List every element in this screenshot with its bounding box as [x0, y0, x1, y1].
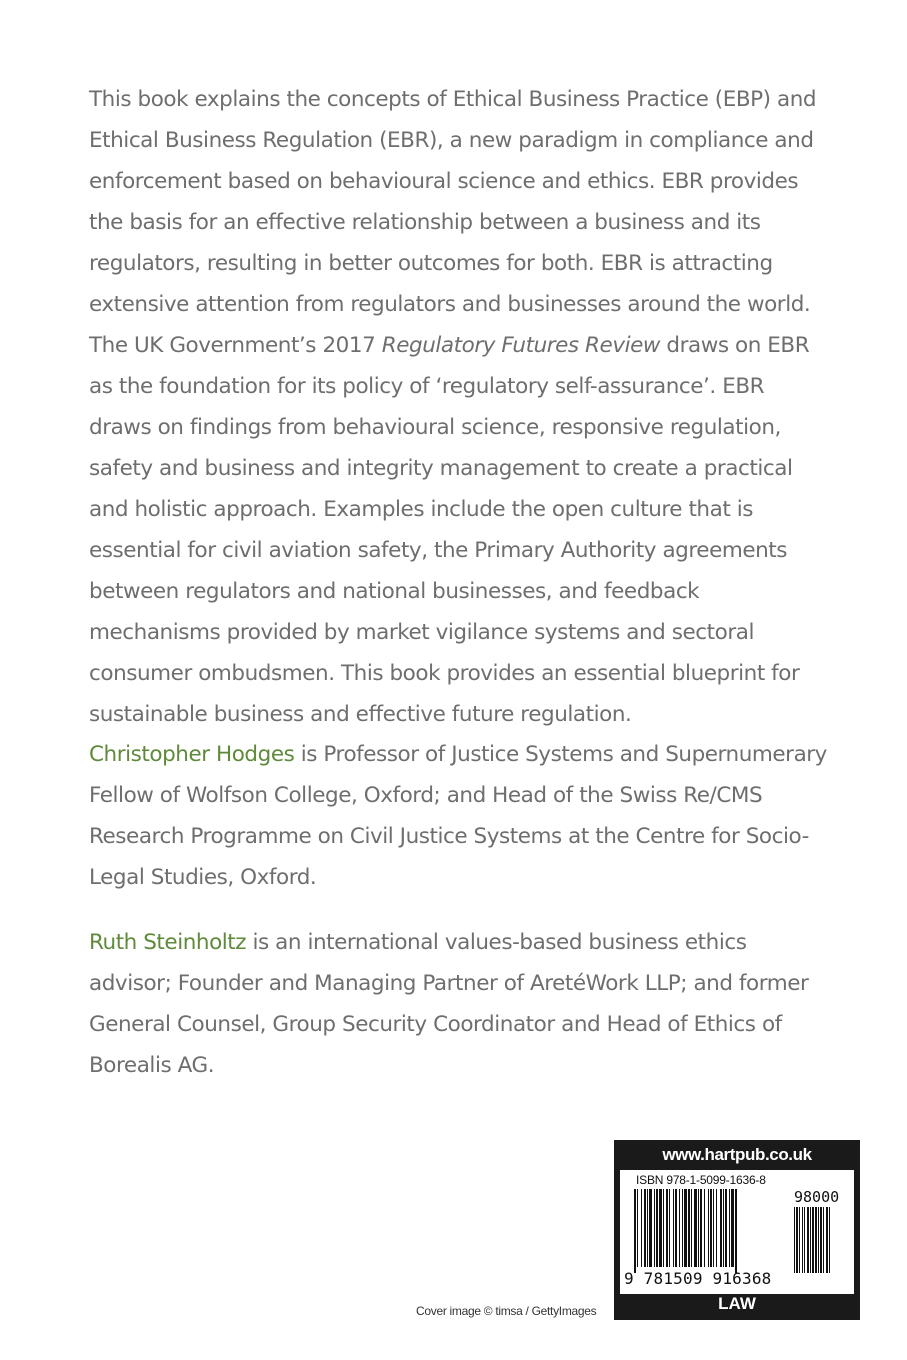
- barcode-bar: [829, 1207, 830, 1273]
- description-paragraph: [89, 79, 829, 735]
- publisher-website: www.hartpub.co.uk: [662, 1145, 812, 1164]
- barcode-bar: [823, 1207, 824, 1273]
- barcode-bar: [675, 1189, 677, 1267]
- author-bio-paragraph: [89, 922, 829, 1086]
- barcode-bar: [673, 1189, 674, 1267]
- barcode-bar: [698, 1189, 699, 1267]
- barcode-bar: [647, 1189, 648, 1267]
- barcode-bar: [794, 1207, 795, 1273]
- barcode-bar: [704, 1189, 705, 1267]
- barcode-bar: [700, 1189, 702, 1267]
- barcode-panel: [614, 1140, 860, 1320]
- barcode-bar: [637, 1189, 638, 1267]
- isbn-label: ISBN 978-1-5099-1636-8: [636, 1173, 766, 1187]
- barcode-area: [620, 1170, 854, 1294]
- barcode-bar: [799, 1207, 800, 1273]
- barcode-bar: [818, 1207, 819, 1273]
- barcode-bar: [694, 1189, 697, 1267]
- barcode-bar: [815, 1207, 817, 1273]
- barcode-bar: [708, 1189, 709, 1267]
- description-text-part2: draws on EBR as the foundation for its policy of ‘regulatory self-assurance’. EBR draws on findings from behavioural science, responsive regulation, safety and business and integrity management to create a practical and holistic approach. Examples include the open culture that is essential for civil aviation safety, the Primary Authority agreements between regulators and national businesses, and feedback mechanisms provided by market vigilance systems and sectoral consumer ombudsmen. This book provides an essential blueprint for sustainable business and effective future regulation.: [89, 333, 810, 727]
- barcode-bar: [663, 1189, 664, 1267]
- barcode-bar: [649, 1189, 652, 1267]
- barcode-bar: [666, 1189, 668, 1267]
- barcode-bar: [659, 1189, 662, 1267]
- author-bio-text: is Professor of Justice Systems and Supernumerary Fellow of Wolfson College, Oxford; and Head of the Swiss Re/CMS Research Programme on Civil Justice Systems at the Centre for Socio-Legal Studies, Oxford.: [89, 742, 827, 890]
- barcode-bar: [644, 1189, 646, 1267]
- author-bio-text: is an international values-based business ethics advisor; Founder and Managing Partner of AretéWork LLP; and former General Counsel, Group Security Coordinator and Head of Ethics of Borealis AG.: [89, 930, 809, 1078]
- barcode-bar: [810, 1207, 811, 1273]
- subject-label: LAW: [718, 1294, 756, 1313]
- description-italic-title: Regulatory Futures Review: [381, 333, 661, 358]
- barcode-bar: [710, 1189, 712, 1267]
- price-code: 98000: [794, 1188, 840, 1206]
- barcode-bar: [723, 1189, 724, 1267]
- barcode-bar: [735, 1189, 737, 1273]
- author-bio-steinholtz: [89, 922, 829, 1086]
- barcode-bar: [807, 1207, 809, 1273]
- barcode-bar: [691, 1189, 692, 1267]
- barcode-bar: [725, 1189, 727, 1267]
- author-name: Ruth Steinholtz: [89, 930, 247, 955]
- barcode-bar: [656, 1189, 658, 1267]
- barcode-bar: [634, 1189, 636, 1273]
- author-bio-hodges: [89, 734, 829, 898]
- barcode-bar: [716, 1189, 717, 1267]
- barcode-bar: [654, 1189, 655, 1267]
- barcode-bar: [679, 1189, 680, 1267]
- barcode-bar: [713, 1189, 714, 1267]
- barcode-bar: [804, 1207, 805, 1273]
- barcode-bar: [812, 1207, 814, 1273]
- barcode-bar: [684, 1189, 687, 1267]
- barcode-digits: 9 781509 916368: [624, 1269, 772, 1288]
- barcode-bar: [796, 1207, 798, 1273]
- barcode-bar: [720, 1189, 722, 1267]
- barcode-bar: [641, 1189, 642, 1267]
- book-description: [89, 79, 829, 735]
- description-text-part1: This book explains the concepts of Ethical Business Practice (EBP) and Ethical Business Regulation (EBR), a new paradigm in compliance and enforcement based on behavioural science and ethics. EBR provides the basis for an effective relationship between a business and its regulators, resulting in better outcomes for both. EBR is attracting extensive attention from regulators and businesses around the world. The UK Government’s 2017: [89, 87, 817, 358]
- barcode-bar: [820, 1207, 822, 1273]
- barcode-bar: [802, 1207, 803, 1273]
- barcode-bar: [731, 1189, 734, 1267]
- barcode-bar: [669, 1189, 670, 1267]
- author-name: Christopher Hodges: [89, 742, 295, 767]
- barcode-bar: [688, 1189, 690, 1267]
- barcode-bar: [729, 1189, 730, 1267]
- barcode-bar: [826, 1207, 828, 1273]
- barcode-bar: [682, 1189, 683, 1267]
- author-bio-paragraph: [89, 734, 829, 898]
- cover-image-credit: Cover image © timsa / GettyImages: [416, 1304, 597, 1318]
